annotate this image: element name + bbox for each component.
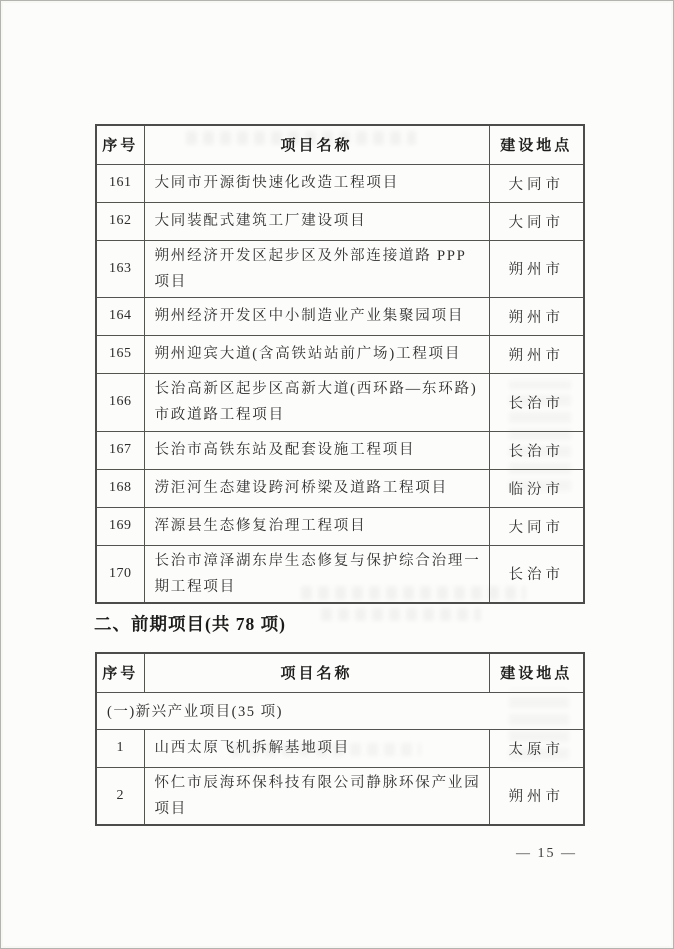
table-header-row [96, 653, 584, 692]
table-row [96, 431, 584, 469]
table-row [96, 767, 584, 825]
table-header-row [96, 125, 584, 164]
project-name-cell: 山西太原飞机拆解基地项目 [144, 729, 489, 767]
projects-table-under-construction [95, 124, 585, 604]
location-cell: 临汾市 [489, 469, 584, 507]
location-cell: 长治市 [489, 545, 584, 603]
project-name-cell: 大同市开源街快速化改造工程项目 [144, 164, 489, 202]
col-header-name: 项目名称 [144, 125, 489, 164]
table-row [96, 545, 584, 603]
col-header-no: 序号 [96, 125, 144, 164]
row-index-cell: 162 [96, 202, 144, 240]
table-row [96, 469, 584, 507]
col-header-location: 建设地点 [489, 653, 584, 692]
project-name-cell: 长治市漳泽湖东岸生态修复与保护综合治理一期工程项目 [144, 545, 489, 603]
project-name-cell: 大同装配式建筑工厂建设项目 [144, 202, 489, 240]
table-row [96, 729, 584, 767]
table-row [96, 202, 584, 240]
location-cell: 大同市 [489, 507, 584, 545]
project-name-cell: 怀仁市辰海环保科技有限公司静脉环保产业园项目 [144, 767, 489, 825]
table-row [96, 507, 584, 545]
page-number: — 15 — [516, 846, 577, 861]
bleed-through-artifact [321, 608, 481, 621]
location-cell: 朔州市 [489, 297, 584, 335]
project-name-cell: 朔州经济开发区中小制造业产业集聚园项目 [144, 297, 489, 335]
project-name-cell: 浑源县生态修复治理工程项目 [144, 507, 489, 545]
category-label: (一)新兴产业项目(35 项) [96, 692, 584, 729]
table-row [96, 164, 584, 202]
location-cell: 大同市 [489, 164, 584, 202]
project-name-cell: 长治市高铁东站及配套设施工程项目 [144, 431, 489, 469]
location-cell: 朔州市 [489, 240, 584, 297]
row-index-cell: 164 [96, 297, 144, 335]
col-header-no: 序号 [96, 653, 144, 692]
col-header-name: 项目名称 [144, 653, 489, 692]
col-header-location: 建设地点 [489, 125, 584, 164]
projects-table-preliminary [95, 652, 585, 826]
row-index-cell: 165 [96, 335, 144, 373]
table-row [96, 335, 584, 373]
row-index-cell: 166 [96, 373, 144, 431]
table-row [96, 240, 584, 297]
table-row [96, 373, 584, 431]
location-cell: 朔州市 [489, 335, 584, 373]
project-name-cell: 涝洰河生态建设跨河桥梁及道路工程项目 [144, 469, 489, 507]
location-cell: 大同市 [489, 202, 584, 240]
row-index-cell: 167 [96, 431, 144, 469]
row-index-cell: 1 [96, 729, 144, 767]
section-title-preliminary-projects: 二、前期项目(共 78 项) [94, 614, 286, 634]
project-name-cell: 朔州迎宾大道(含高铁站站前广场)工程项目 [144, 335, 489, 373]
location-cell: 太原市 [489, 729, 584, 767]
row-index-cell: 163 [96, 240, 144, 297]
row-index-cell: 161 [96, 164, 144, 202]
project-name-cell: 朔州经济开发区起步区及外部连接道路 PPP 项目 [144, 240, 489, 297]
row-index-cell: 170 [96, 545, 144, 603]
row-index-cell: 168 [96, 469, 144, 507]
row-index-cell: 169 [96, 507, 144, 545]
category-row [96, 692, 584, 729]
project-name-cell: 长治高新区起步区高新大道(西环路—东环路)市政道路工程项目 [144, 373, 489, 431]
location-cell: 长治市 [489, 373, 584, 431]
row-index-cell: 2 [96, 767, 144, 825]
location-cell: 朔州市 [489, 767, 584, 825]
table-row [96, 297, 584, 335]
location-cell: 长治市 [489, 431, 584, 469]
